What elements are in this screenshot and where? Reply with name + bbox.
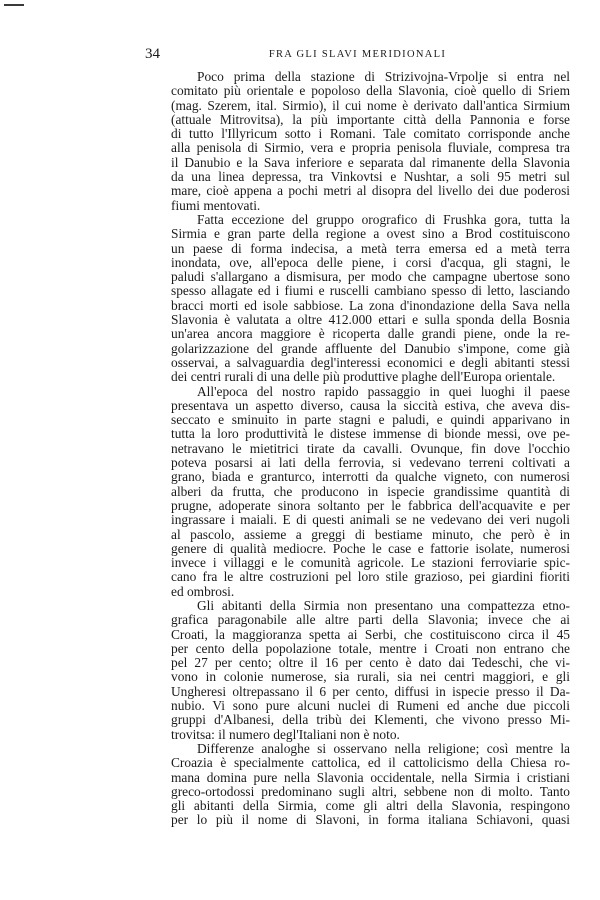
text-line: golarizzazione del grande affluente del Danubio s'impone, come già bbox=[171, 341, 570, 356]
text-line: osservai, a salvaguardia degl'interessi economici e degli abitanti stessi bbox=[171, 355, 570, 370]
body-text bbox=[145, 70, 570, 828]
text-line: di tutto l'Illyricum sotto i Romani. Tale comitato corrisponde anche bbox=[171, 127, 570, 142]
text-line: Fatta eccezione del gruppo orografico di Frushka gora, tutta la bbox=[197, 212, 570, 227]
text-line: poteva posarsi ai lati della ferrovia, si vedevano terreni coltivati a bbox=[171, 456, 570, 471]
running-title: FRA GLI SLAVI MERIDIONALI bbox=[268, 49, 447, 60]
text-line: prugne, adoperate sinora soltanto per le fabbrica dell'acquavite e per bbox=[171, 498, 570, 513]
text-line: il Danubio e la Sava inferiore e separata dal rimanente della Slavonia bbox=[171, 155, 570, 170]
text-line: da una linea depressa, tra Vinkovtsi e Nushtar, a soli 95 metri sul bbox=[171, 170, 570, 185]
text-line: spesso allagate ed i fiumi e ruscelli cambiano spesso di letto, lasciando bbox=[171, 284, 570, 299]
text-line: presentava un aspetto diverso, causa la siccità estiva, che aveva dis- bbox=[171, 398, 570, 413]
text-line: alberi da frutta, che producono in ispecie grandissime quantità di bbox=[171, 484, 570, 499]
text-line: Croazia è specialmente cattolica, ed il cattolicismo della Chiesa ro- bbox=[171, 756, 570, 771]
text-line: comitato più orientale e popoloso della Slavonia, cioè quello di Sriem bbox=[171, 84, 570, 99]
text-line: dei centri rurali di una delle più produttive plaghe dell'Europa orientale. bbox=[171, 370, 556, 385]
paragraph bbox=[145, 742, 570, 828]
text-line: grafica paragonabile alle altre parti della Slavonia; invece che ai bbox=[171, 613, 570, 628]
running-head bbox=[145, 46, 570, 62]
text-line: greco-ortodossi predominano sugli altri, sebbene non di molto. Tanto bbox=[171, 784, 570, 799]
text-line: mare, cioè appena a pochi metri al disopra del livello dei due poderosi bbox=[171, 184, 570, 199]
text-line: genere di qualità mediocre. Poche le case e fattorie isolate, numerosi bbox=[171, 541, 570, 556]
text-line: un paese di forma indecisa, a metà terra emersa ed a metà terra bbox=[171, 241, 570, 256]
paragraph bbox=[145, 599, 570, 742]
text-line: All'epoca del nostro rapido passaggio in quei luoghi il paese bbox=[197, 384, 570, 399]
text-line: gli abitanti della Sirmia, come gli altri della Slavonia, respingono bbox=[171, 799, 570, 814]
text-line: Differenze analoghe si osservano nella religione; così mentre la bbox=[197, 741, 570, 756]
text-line: Slavonia è valutata a oltre 412.000 ettari e sulla sponda della Bosnia bbox=[171, 313, 570, 328]
text-line: al pascolo, assieme a greggi di bestiame minuto, che però è in bbox=[171, 527, 570, 542]
text-line: Ungheresi oltrepassano il 6 per cento, diffusi in ispecie presso il Da- bbox=[171, 684, 570, 699]
paragraph bbox=[145, 70, 570, 213]
text-line: seccato e sminuito in parte stagni e paludi, e quindi apparivano in bbox=[171, 413, 570, 428]
text-line: invece i villaggi e le comunità agricole. Le stazioni ferroviarie spic- bbox=[171, 556, 570, 571]
text-line: Gli abitanti della Sirmia non presentano una compattezza etno- bbox=[197, 598, 570, 613]
text-line: grano, biada e granturco, interrotti da qualche vigneto, con numerosi bbox=[171, 470, 570, 485]
text-line: tutta la loro produttività le distese immense di bionde messi, ove pe- bbox=[171, 427, 570, 442]
text-line: vono in colonie numerose, sia rurali, sia nei centri maggiori, e gli bbox=[171, 670, 570, 685]
paragraph bbox=[145, 385, 570, 599]
text-line: per cento della popolazione totale, mentre i Croati non entrano che bbox=[171, 641, 570, 656]
text-line: cano fra le altre costruzioni pel loro stile grazioso, pei giardini fioriti bbox=[171, 570, 570, 585]
text-line: ingrassare i maiali. E di questi animali se ne vedevano dei veri nugoli bbox=[171, 513, 570, 528]
text-line: bracci morti ed isole sabbiose. La zona d'inondazione della Sava nella bbox=[171, 298, 570, 313]
text-line: per lo più il nome di Slavoni, in forma italiana Schiavoni, quasi bbox=[171, 813, 570, 828]
text-line: Sirmia e gran parte della regione a ovest sino a Brod costituiscono bbox=[171, 227, 570, 242]
text-line: inondata, ove, all'epoca delle piene, i corsi d'acqua, gli stagni, le bbox=[171, 255, 570, 270]
text-line: ed ombrosi. bbox=[171, 584, 235, 599]
text-line: netravano le mietitrici tirate da cavalli. Ovunque, fin dove l'occhio bbox=[171, 441, 570, 456]
text-line: un'area ancora maggiore è ricoperta dalle grandi piene, onde la re- bbox=[171, 327, 570, 342]
text-line: mana domina pure nella Slavonia occidentale, nella Sirmia i cristiani bbox=[171, 770, 570, 785]
text-line: pel 27 per cento; oltre il 16 per cento è dato dai Tedeschi, che vi- bbox=[171, 656, 570, 671]
text-line: Poco prima della stazione di Strizivojna-Vrpolje si entra nel bbox=[197, 70, 570, 84]
text-line: gruppi d'Albanesi, della tribù dei Klementi, che vivono presso Mi- bbox=[171, 713, 570, 728]
scan-corner-mark bbox=[4, 4, 24, 6]
text-line: Croati, la maggioranza spetta ai Serbi, che costituiscono circa il 45 bbox=[171, 627, 570, 642]
text-line: (attuale Mitrovitsa), la più importante città della Pannonia e forse bbox=[171, 112, 570, 127]
text-line: paludi s'allargano a dismisura, per modo che campagne ubertose sono bbox=[171, 270, 570, 285]
paragraph bbox=[145, 213, 570, 385]
text-line: alla penisola di Sirmio, vera e propria penisola fluviale, compresa tra bbox=[171, 141, 570, 156]
page-number: 34 bbox=[145, 46, 160, 62]
text-line: trovitsa: il numero degl'Italiani non è noto. bbox=[171, 727, 400, 742]
text-line: fiumi mentovati. bbox=[171, 198, 261, 213]
text-line: nubio. Vi sono pure alcuni nuclei di Rumeni ed anche due piccoli bbox=[171, 699, 570, 714]
text-line: (mag. Szerem, ital. Sirmio), il cui nome è derivato dall'antica Sirmium bbox=[171, 98, 570, 113]
